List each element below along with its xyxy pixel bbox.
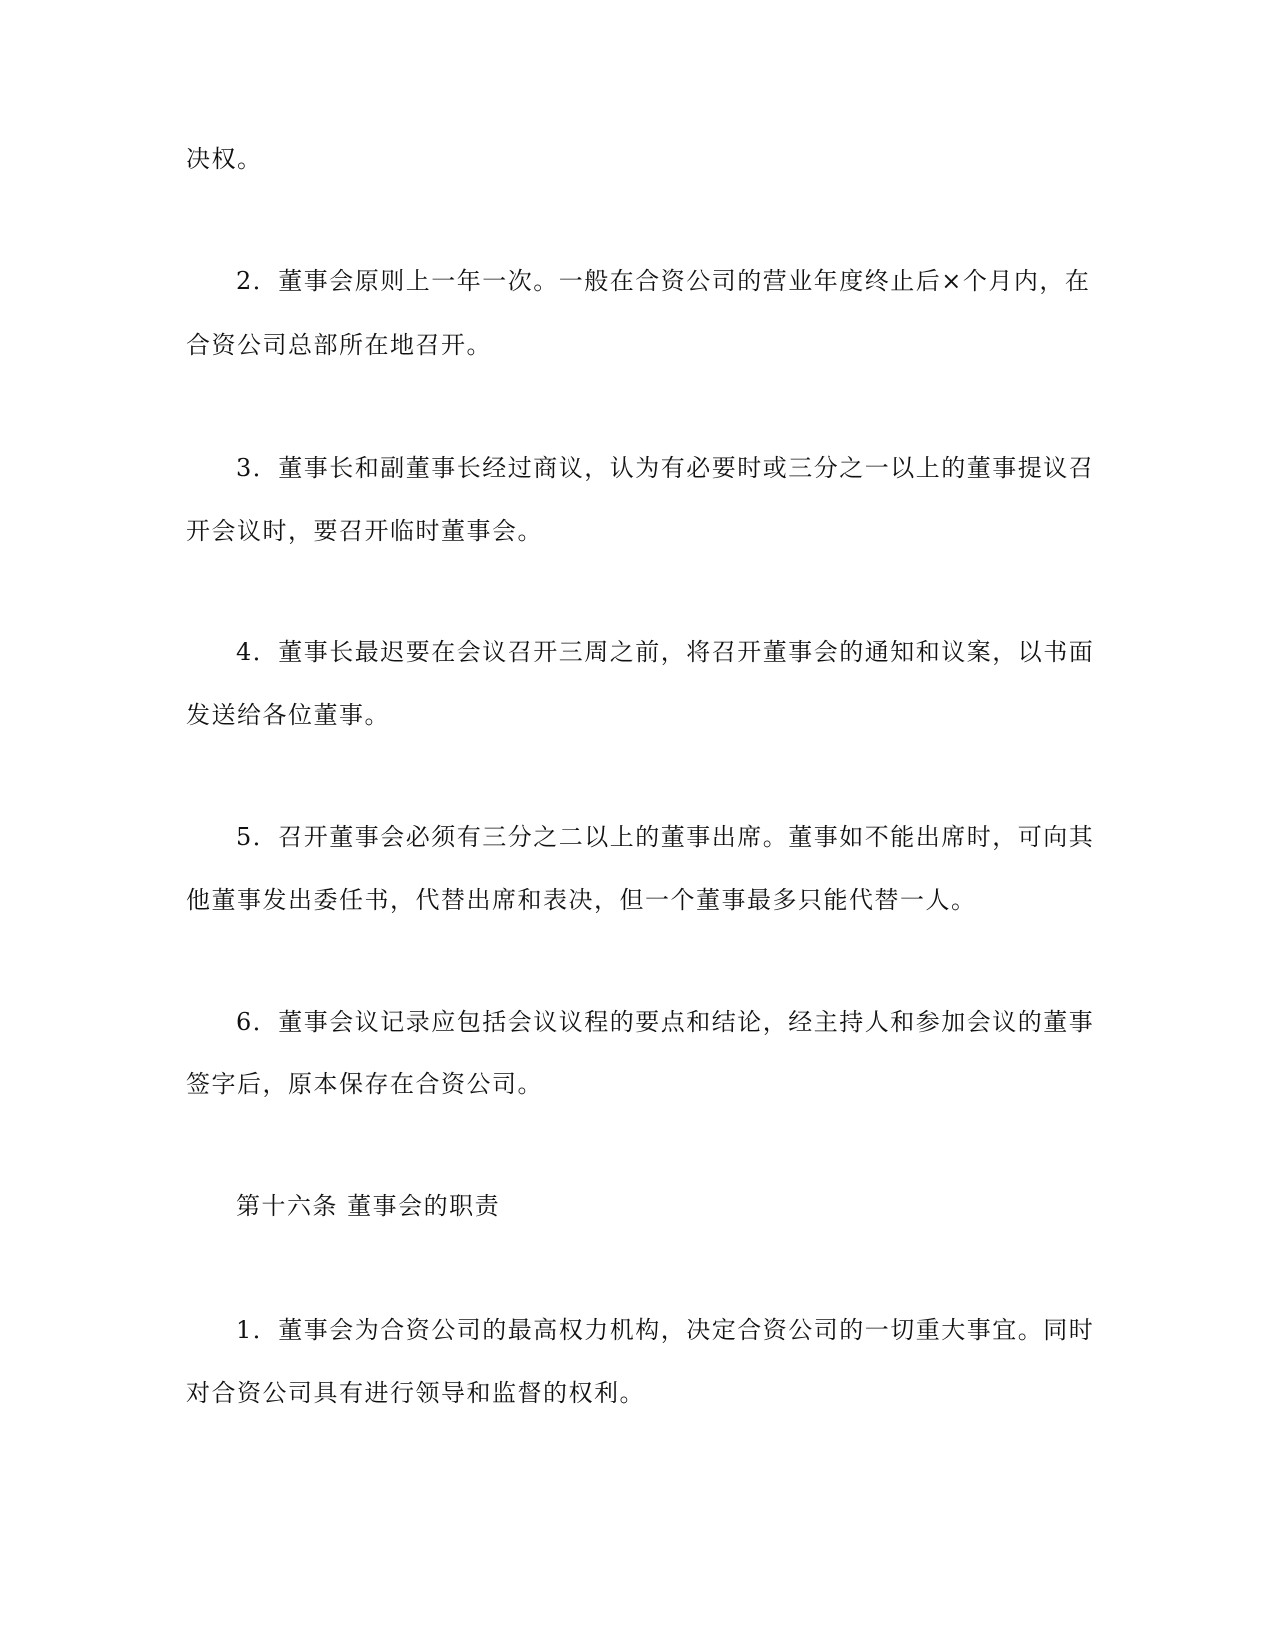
clause-3-line-2: 开会议时，要召开临时董事会。	[186, 517, 543, 545]
clause-6-line-1: 6．董事会议记录应包括会议议程的要点和结论，经主持人和参加会议的董事	[236, 1008, 1095, 1036]
clause-3-line-1: 3．董事长和副董事长经过商议，认为有必要时或三分之一以上的董事提议召	[236, 454, 1095, 482]
article-16-clause-1-line-1: 1．董事会为合资公司的最高权力机构，决定合资公司的一切重大事宜。同时	[236, 1316, 1095, 1344]
clause-2-line-2: 合资公司总部所在地召开。	[186, 331, 492, 359]
clause-5-line-2: 他董事发出委任书，代替出席和表决，但一个董事最多只能代替一人。	[186, 886, 977, 914]
article-16-heading: 第十六条 董事会的职责	[236, 1192, 501, 1220]
paragraph-continuation: 决权。	[186, 145, 263, 173]
clause-5-line-1: 5．召开董事会必须有三分之二以上的董事出席。董事如不能出席时，可向其	[236, 823, 1095, 851]
clause-4-line-2: 发送给各位董事。	[186, 701, 390, 729]
article-16-clause-1-line-2: 对合资公司具有进行领导和监督的权利。	[186, 1379, 645, 1407]
clause-2-line-1: 2．董事会原则上一年一次。一般在合资公司的营业年度终止后×个月内，在	[236, 267, 1091, 295]
clause-6-line-2: 签字后，原本保存在合资公司。	[186, 1070, 543, 1098]
clause-4-line-1: 4．董事长最迟要在会议召开三周之前，将召开董事会的通知和议案，以书面	[236, 638, 1095, 666]
